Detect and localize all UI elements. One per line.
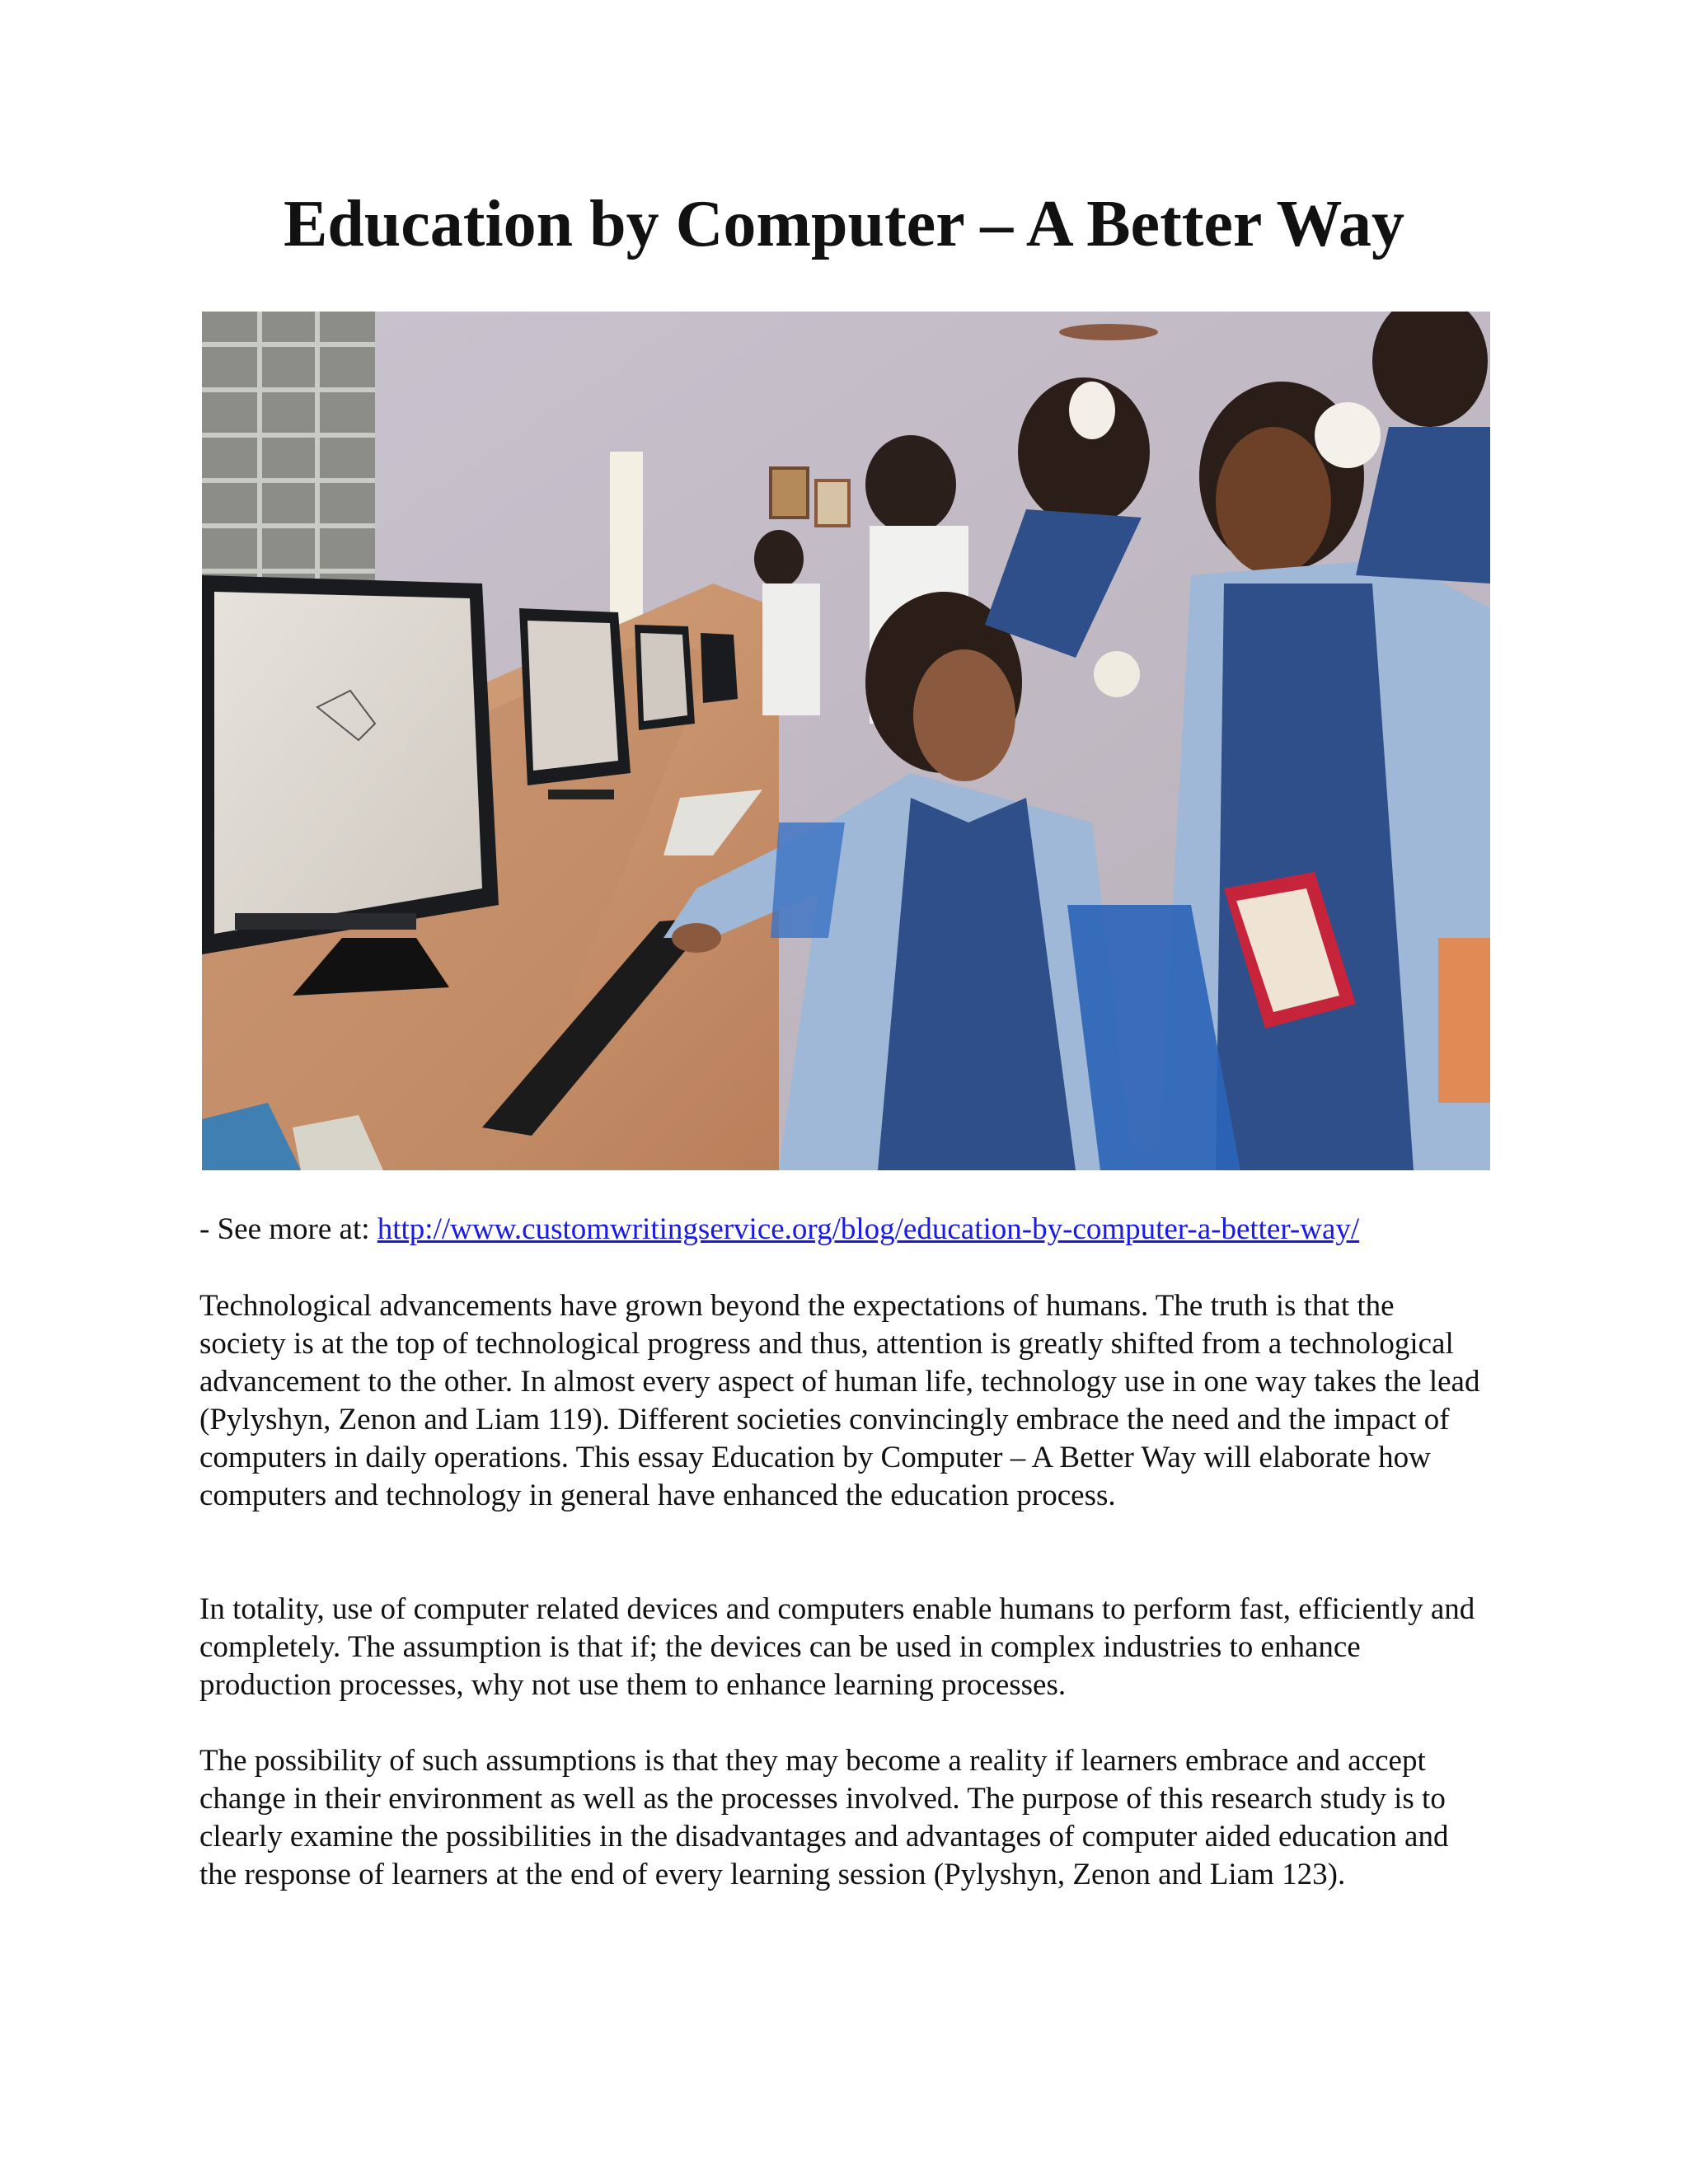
page-title: Education by Computer – A Better Way (283, 188, 1405, 260)
classroom-photo (202, 312, 1490, 1170)
source-prefix: - See more at: (199, 1212, 377, 1246)
paragraph-1: Technological advancements have grown beyond the expectations of humans. The truth is that the society is at the top of technological progress and thus, attention is greatly shifted from a technological advancement to the other. In almost every aspect of human life, technology use in one way takes the lead (Pylyshyn, Zenon and Liam 119). Different societies convincingly embrace the need and the impact of computers in daily operations. This essay Education by Computer – A Better Way will elaborate how computers and technology in general have enhanced the education process. (199, 1289, 1480, 1512)
source-link[interactable]: http://www.customwritingservice.org/blog/education-by-computer-a-better-way/ (377, 1212, 1360, 1246)
classroom-illustration (202, 312, 1490, 1170)
source-line (199, 1212, 1359, 1248)
paragraph-2: In totality, use of computer related devices and computers enable humans to perform fast, efficiently and completely. The assumption is that if; the devices can be used in complex industries to enhance production processes, why not use them to enhance learning processes. (199, 1592, 1475, 1702)
paragraph-3: The possibility of such assumptions is that they may become a reality if learners embrace and accept change in their environment as well as the processes involved. The purpose of this research study is to clearly examine the possibilities in the disadvantages and advantages of computer aided education and the response of learners at the end of every learning session (Pylyshyn, Zenon and Liam 123). (199, 1744, 1449, 1891)
